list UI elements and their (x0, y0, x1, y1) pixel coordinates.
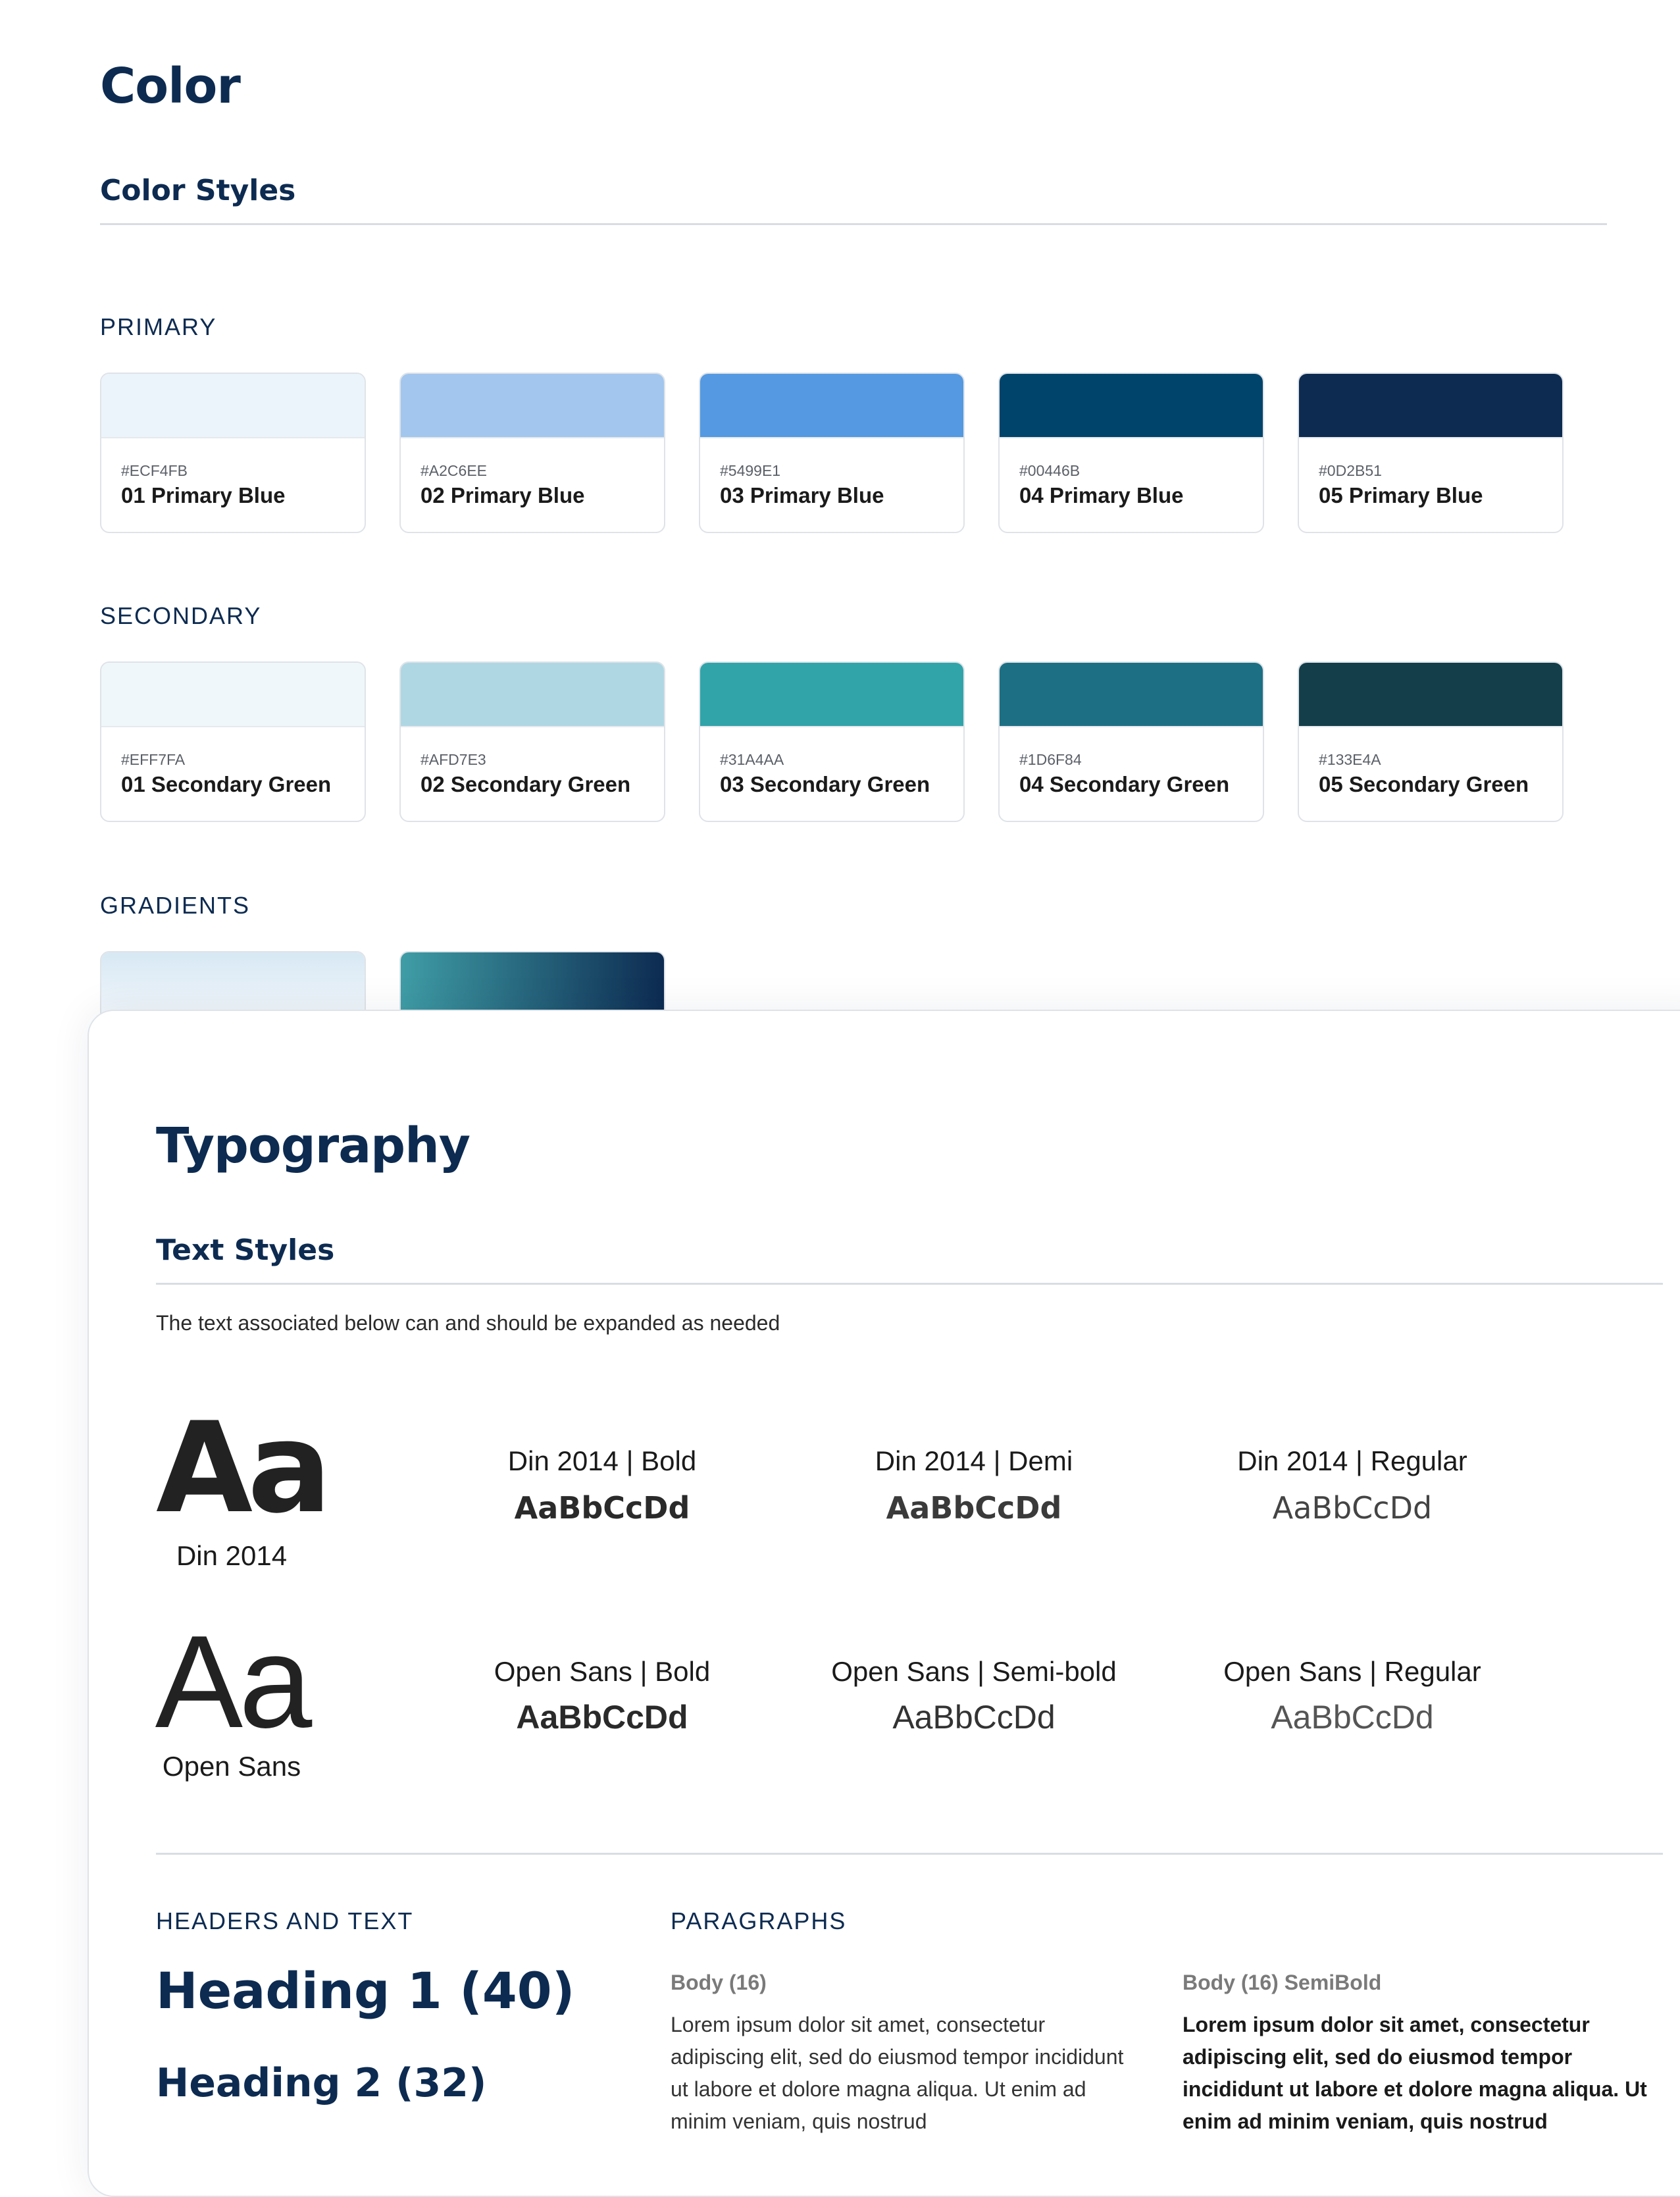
weight-sample: AaBbCcDd (1272, 1490, 1433, 1526)
color-name: 04 Primary Blue (1019, 483, 1184, 507)
color-card-secondary-5[interactable] (1298, 661, 1564, 822)
color-card-secondary-2[interactable] (399, 661, 665, 822)
weight-name: Din 2014 | Bold (507, 1445, 697, 1476)
body-semibold-label: Body (16) SemiBold (1183, 1971, 1382, 1994)
font-weight-din-regular (1201, 1445, 1504, 1526)
color-hex: #AFD7E3 (420, 751, 486, 768)
divider (100, 223, 1607, 225)
color-card-primary-5[interactable] (1298, 373, 1564, 533)
color-hex: #ECF4FB (121, 462, 188, 479)
color-name: 05 Primary Blue (1319, 483, 1483, 507)
weight-name: Din 2014 | Regular (1237, 1445, 1467, 1476)
color-swatch (700, 663, 963, 727)
family-label: Open Sans (162, 1751, 301, 1782)
page-title-color: Color (100, 58, 240, 115)
color-hex: #EFF7FA (121, 751, 186, 768)
font-family-open-sans (149, 1609, 314, 1782)
color-name: 05 Secondary Green (1319, 772, 1529, 796)
section-subtitle-color-styles: Color Styles (100, 174, 296, 207)
gradient-swatch (101, 952, 365, 1017)
color-card-primary-3[interactable] (699, 373, 965, 533)
font-weight-open-sans-regular (1194, 1656, 1510, 1736)
heading-2-sample: Heading 2 (32) (156, 2060, 487, 2106)
color-swatch (700, 374, 963, 438)
body-semibold-paragraph: Lorem ipsum dolor sit amet, consectetur adipiscing elit, sed do eiusmod tempor incididunt ut labore et dolore magna aliqua. Ut enim ad minim veniam, quis nostrud (1183, 2013, 1647, 2133)
color-name: 01 Primary Blue (121, 483, 286, 507)
weight-sample: AaBbCcDd (516, 1699, 688, 1736)
heading-1-sample: Heading 1 (40) (156, 1961, 575, 2020)
color-card-secondary-3[interactable] (699, 661, 965, 822)
color-swatch (1299, 374, 1562, 438)
font-weight-open-sans-semibold (806, 1656, 1142, 1736)
paragraphs-label: PARAGRAPHS (671, 1907, 847, 1934)
color-swatch (101, 374, 365, 438)
color-name: 04 Secondary Green (1019, 772, 1230, 796)
color-hex: #00446B (1019, 462, 1081, 479)
color-swatch (1000, 374, 1263, 438)
divider (156, 1283, 1663, 1285)
typography-panel (88, 1010, 1680, 2197)
color-card-secondary-4[interactable] (998, 661, 1264, 822)
color-hex: #A2C6EE (420, 462, 488, 479)
color-name: 01 Secondary Green (121, 772, 332, 796)
color-card-primary-4[interactable] (998, 373, 1264, 533)
color-hex: #133E4A (1319, 751, 1381, 768)
color-swatch (1299, 663, 1562, 727)
color-name: 03 Primary Blue (720, 483, 884, 507)
weight-name: Din 2014 | Demi (875, 1445, 1073, 1476)
color-card-secondary-1[interactable] (100, 661, 366, 822)
primary-label: PRIMARY (100, 313, 217, 340)
color-hex: #5499E1 (720, 462, 781, 479)
section-subtitle-text-styles: Text Styles (156, 1233, 335, 1267)
font-weight-open-sans-bold (457, 1656, 747, 1736)
gradient-swatch (401, 952, 664, 1017)
color-hex: #0D2B51 (1319, 462, 1382, 479)
text-styles-description: The text associated below can and should be expanded as needed (156, 1311, 780, 1335)
font-weight-din-bold (471, 1445, 734, 1526)
color-swatch (401, 663, 664, 727)
body-label: Body (16) (671, 1971, 767, 1994)
body-paragraph: Lorem ipsum dolor sit amet, consectetur adipiscing elit, sed do eiusmod tempor incididunt ut labore et dolore magna aliqua. Ut enim ad minim veniam, quis nostrud (671, 2013, 1124, 2133)
color-name: 02 Primary Blue (420, 483, 585, 507)
weight-sample: AaBbCcDd (892, 1699, 1056, 1736)
color-swatch (1000, 663, 1263, 727)
weight-name: Open Sans | Regular (1223, 1656, 1481, 1687)
color-swatch (401, 374, 664, 438)
color-name: 03 Secondary Green (720, 772, 930, 796)
secondary-label: SECONDARY (100, 602, 262, 629)
weight-sample: AaBbCcDd (1271, 1699, 1434, 1736)
weight-sample: AaBbCcDd (514, 1490, 690, 1526)
weight-sample: AaBbCcDd (886, 1490, 1062, 1526)
page-title-typography: Typography (156, 1118, 471, 1174)
color-name: 02 Secondary Green (420, 772, 631, 796)
gradients-label: GRADIENTS (100, 892, 251, 919)
big-glyph: Aa (155, 1609, 309, 1755)
color-card-primary-1[interactable] (100, 373, 366, 533)
family-label: Din 2014 (176, 1540, 288, 1571)
headers-and-text-label: HEADERS AND TEXT (156, 1907, 414, 1934)
color-hex: #1D6F84 (1019, 751, 1082, 768)
color-hex: #31A4AA (720, 751, 784, 768)
weight-name: Open Sans | Semi-bold (831, 1656, 1117, 1687)
big-glyph: Aa (156, 1395, 327, 1541)
font-family-din (156, 1395, 327, 1572)
weight-name: Open Sans | Bold (494, 1656, 711, 1687)
color-swatch (101, 663, 365, 727)
font-weight-din-demi (832, 1445, 1115, 1526)
divider (156, 1853, 1663, 1855)
color-card-primary-2[interactable] (399, 373, 665, 533)
